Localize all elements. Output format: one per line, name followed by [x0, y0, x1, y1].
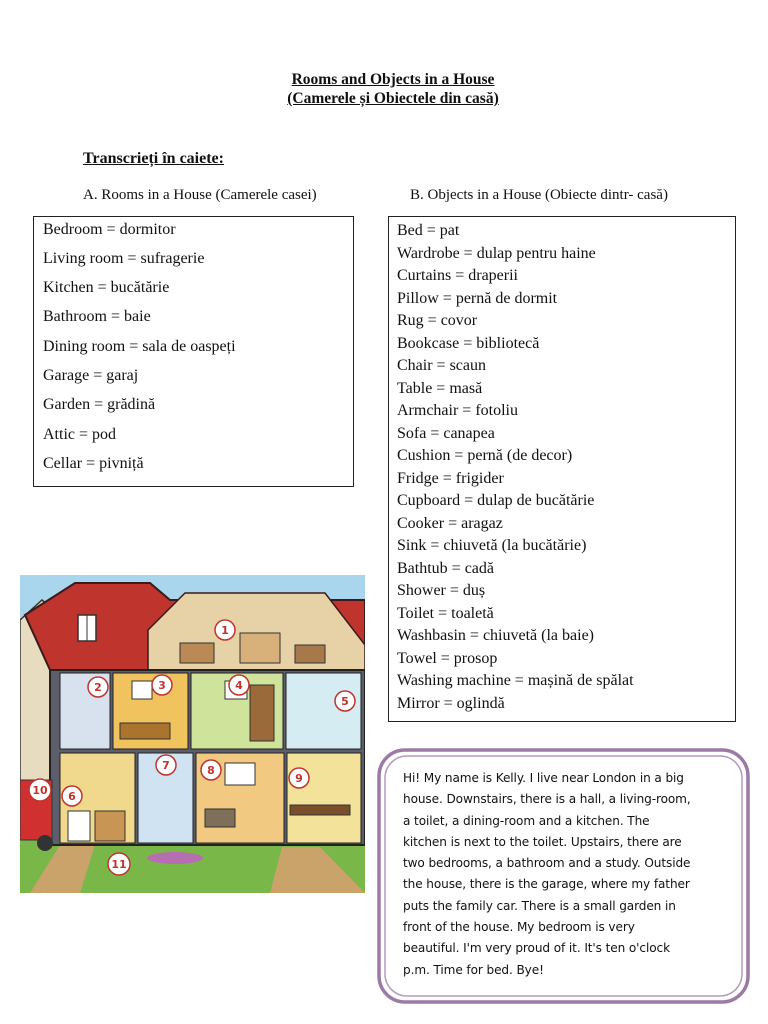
flower-bed — [147, 852, 203, 864]
room-item: Kitchen = bucătărie — [43, 279, 170, 296]
room-number-5: 5 — [341, 695, 349, 708]
story-line: beautiful. I'm very proud of it. It's ten o'clock — [403, 941, 670, 956]
story-line: house. Downstairs, there is a hall, a living-room, — [403, 792, 691, 807]
story-line: puts the family car. There is a small garden in — [403, 898, 676, 913]
room-number-6: 6 — [68, 790, 76, 803]
room-item: Bathroom = baie — [43, 308, 151, 325]
story-line: p.m. Time for bed. Bye! — [403, 962, 544, 977]
story-line: a toilet, a dining-room and a kitchen. The — [403, 813, 650, 828]
object-item: Cupboard = dulap de bucătărie — [397, 492, 595, 509]
object-item: Sofa = canapea — [397, 424, 495, 442]
attic-box — [295, 645, 325, 663]
room-item: Garden = grădină — [43, 396, 156, 413]
object-item: Cushion = pernă (de decor) — [397, 447, 573, 464]
instruction: Transcrieți în caiete: — [83, 150, 224, 167]
object-item: Bed = pat — [397, 222, 460, 239]
object-item: Chair = scaun — [397, 357, 486, 374]
section-a-heading: A. Rooms in a House (Camerele casei) — [83, 187, 317, 203]
room-number-3: 3 — [158, 679, 166, 692]
object-item: Bathtub = cadă — [397, 559, 494, 577]
rooms-list-box — [33, 216, 354, 487]
object-item: Curtains = draperii — [397, 267, 518, 284]
cupboard-shape — [95, 811, 125, 841]
house-cutaway-illustration — [20, 575, 365, 893]
object-item: Armchair = fotoliu — [397, 402, 518, 419]
objects-list-box — [388, 216, 736, 722]
story-line: Hi! My name is Kelly. I live near London in a big — [403, 771, 684, 785]
object-item: Wardrobe = dulap pentru haine — [397, 244, 596, 262]
object-item: Bookcase = bibliotecă — [397, 334, 540, 352]
object-item: Fridge = frigider — [397, 469, 504, 487]
story-line: front of the house. My bedroom is very — [403, 920, 635, 935]
room-number-8: 8 — [207, 764, 215, 777]
object-item: Table = masă — [397, 379, 483, 397]
room-number-4: 4 — [235, 679, 243, 692]
room-number-2: 2 — [94, 681, 102, 694]
object-item: Pillow = pernă de dormit — [397, 289, 558, 307]
attic-box — [180, 643, 214, 663]
table-shape — [290, 805, 350, 815]
downstairs-room-9 — [287, 753, 361, 843]
object-item: Sink = chiuvetă (la bucătărie) — [397, 537, 587, 554]
window-shape — [225, 763, 255, 785]
appliance-shape — [68, 811, 90, 841]
object-item: Shower = duș — [397, 582, 486, 599]
armchair-shape — [205, 809, 235, 827]
room-number-11: 11 — [111, 858, 127, 871]
story-paragraph — [403, 768, 723, 981]
window-shape — [132, 681, 152, 699]
room-item: Dining room = sala de oaspeți — [43, 338, 236, 355]
bookcase-shape — [250, 685, 274, 741]
object-item: Mirror = oglindă — [397, 694, 505, 712]
object-item: Cooker = aragaz — [397, 514, 503, 532]
document-title — [0, 70, 768, 108]
story-line: two bedrooms, a bathroom and a study. Outside — [403, 856, 691, 871]
room-item: Cellar = pivniță — [43, 455, 144, 472]
object-item: Rug = covor — [397, 312, 478, 329]
room-item: Garage = garaj — [43, 367, 139, 384]
title-line-1: Rooms and Objects in a House — [291, 71, 495, 88]
object-item: Towel = prosop — [397, 649, 498, 667]
room-number-1: 1 — [221, 624, 229, 637]
upstairs-room-5 — [286, 673, 361, 749]
room-item: Bedroom = dormitor — [43, 221, 176, 238]
section-b-heading: B. Objects in a House (Obiecte dintr- casă) — [410, 187, 668, 203]
room-item: Attic = pod — [43, 426, 117, 443]
object-item: Washing machine = mașină de spălat — [397, 672, 634, 689]
story-line: kitchen is next to the toilet. Upstairs, there are — [403, 834, 682, 849]
attic-box — [240, 633, 280, 663]
room-number-9: 9 — [295, 772, 303, 785]
bed-shape — [120, 723, 170, 739]
object-item: Washbasin = chiuvetă (la baie) — [397, 627, 594, 644]
title-line-2: (Camerele și Obiectele din casă) — [287, 90, 499, 107]
object-item: Toilet = toaletă — [397, 604, 494, 622]
story-line: the house, there is the garage, where my father — [403, 877, 690, 892]
car-wheel — [37, 835, 53, 851]
room-item: Living room = sufragerie — [43, 250, 205, 267]
room-number-7: 7 — [162, 759, 170, 772]
room-number-10: 10 — [32, 784, 48, 797]
